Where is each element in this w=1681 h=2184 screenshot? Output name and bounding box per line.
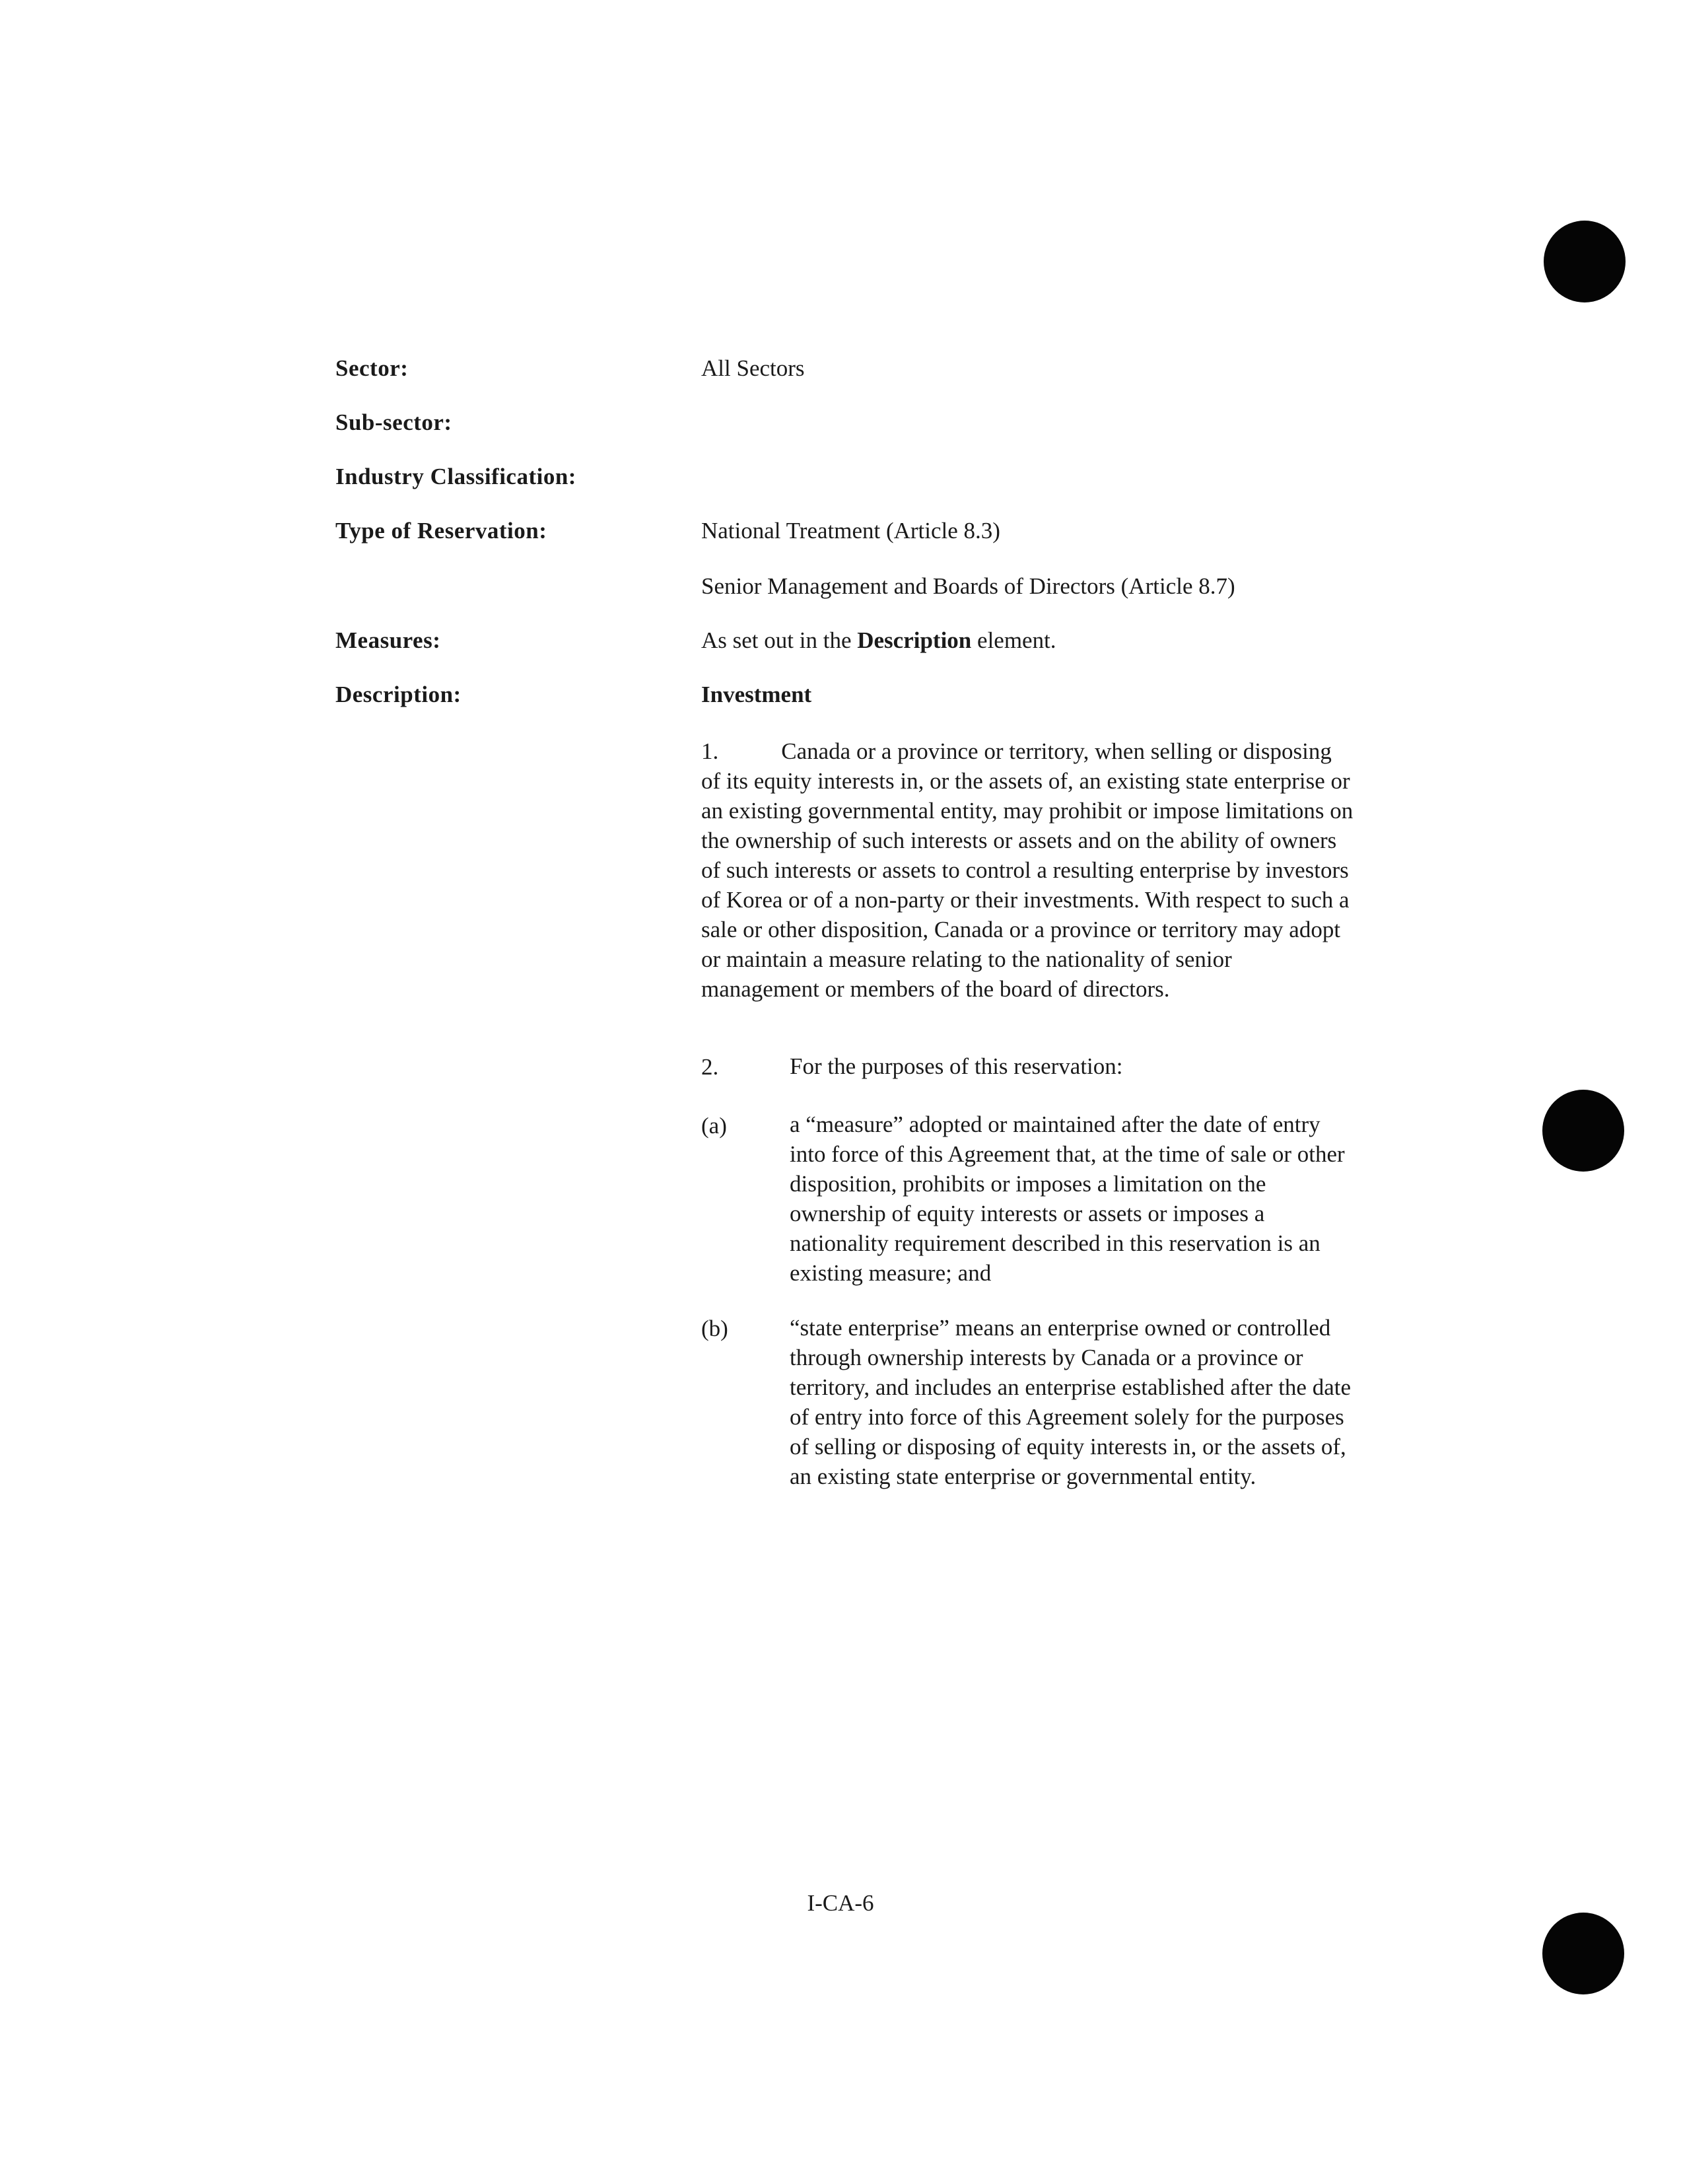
value-type-of-reservation-2: Senior Management and Boards of Directors (Article 8.7)	[701, 573, 1235, 599]
page-number: I-CA-6	[807, 1890, 874, 1916]
measures-text-before: As set out in the	[701, 627, 858, 653]
paragraph-2-number: 2.	[701, 1054, 719, 1080]
description-paragraph-1	[701, 736, 1355, 1004]
paragraph-1-rest: disposing of its equity interests in, or the assets of, an existing state enterprise or an existing governmental entity, may prohibit or impose limitations on the ownership of such interests or assets and on the ability of owners of such interests or assets to control a resulting enterprise by investors of Korea or of a non-party or their investments. With respect to such a sale or other disposition, Canada or a province or territory may adopt or maintain a measure relating to the nationality of senior management or members of the board of directors.	[701, 738, 1354, 1002]
measures-text-after: element.	[971, 627, 1056, 653]
value-measures	[701, 627, 1056, 654]
item-a-label: (a)	[701, 1113, 727, 1139]
item-a-text: a “measure” adopted or maintained after the date of entry into force of this Agreement that, at the time of sale or other disposition, prohibits or imposes a limitation on the ownership of equity interests or assets or imposes a nationality requirement described in this reservation is an existing measure; and	[790, 1111, 1345, 1286]
label-measures: Measures:	[335, 627, 441, 653]
label-sub-sector: Sub-sector:	[335, 409, 452, 435]
label-industry-classification: Industry Classification:	[335, 464, 576, 489]
label-description: Description:	[335, 682, 462, 707]
label-sector: Sector:	[335, 355, 409, 381]
paragraph-1-number: 1.	[701, 738, 719, 764]
value-sector: All Sectors	[701, 355, 805, 381]
item-b-text: “state enterprise” means an enterprise owned or controlled through ownership interests by Canada or a province or territory, and includes an enterprise established after the date of entry into force of this Agreement solely for the purposes of selling or disposing of equity interests in, or the assets of, an existing state enterprise or governmental entity.	[790, 1315, 1352, 1489]
binder-hole-middle	[1542, 1090, 1624, 1172]
paragraph-2-text: For the purposes of this reservation:	[790, 1053, 1123, 1079]
value-type-of-reservation-1: National Treatment (Article 8.3)	[701, 518, 1000, 544]
paragraph-1-first-line: Canada or a province or territory, when selling or	[781, 738, 1237, 764]
label-type-of-reservation: Type of Reservation:	[335, 518, 547, 544]
item-b-label: (b)	[701, 1316, 728, 1341]
description-heading: Investment	[701, 682, 812, 707]
binder-hole-top	[1544, 221, 1626, 302]
measures-text-bold: Description	[857, 627, 972, 653]
binder-hole-bottom	[1542, 1913, 1624, 1994]
